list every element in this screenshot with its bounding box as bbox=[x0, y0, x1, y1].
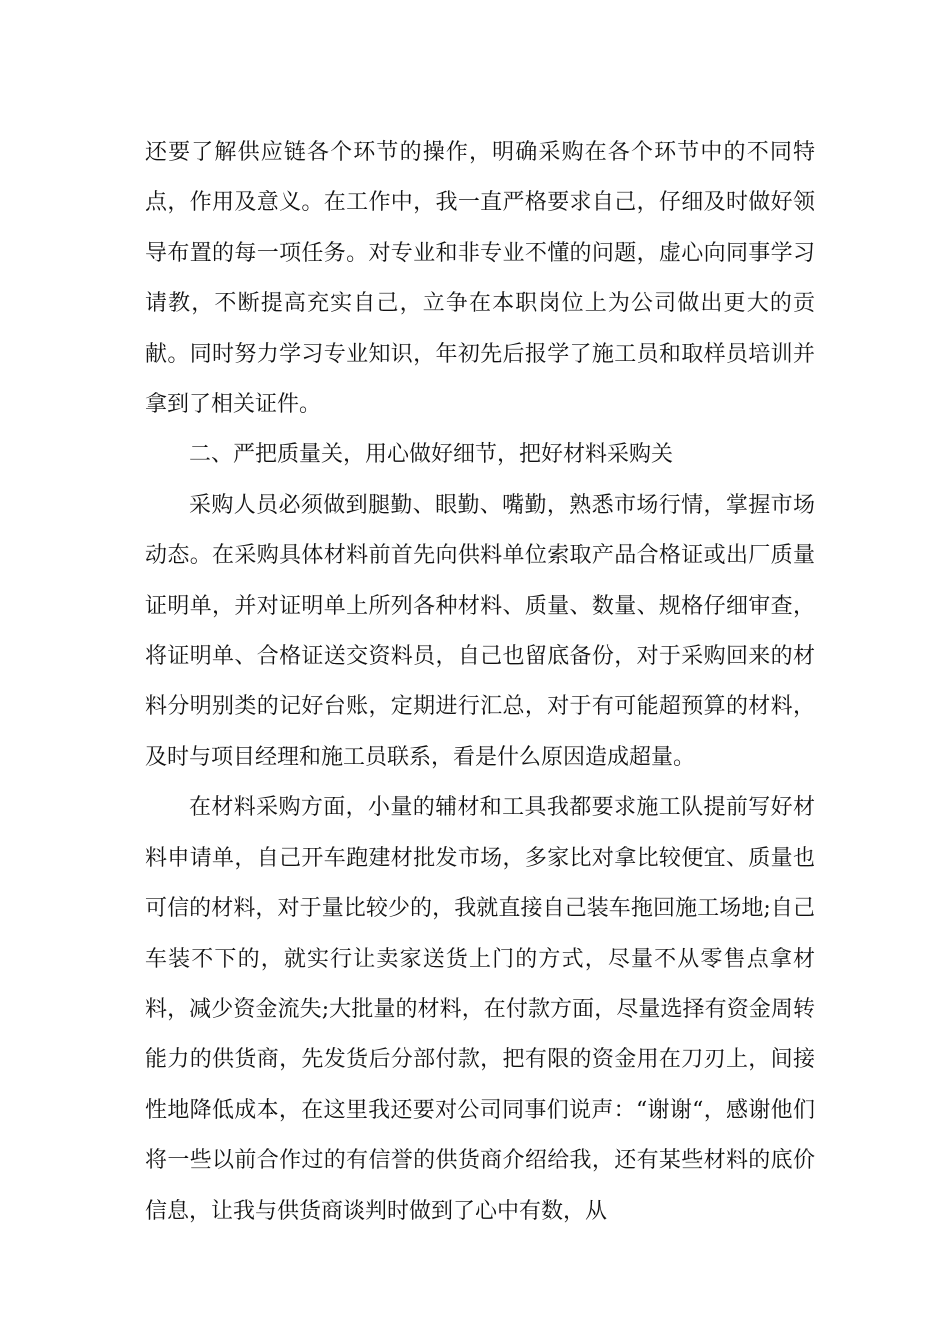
paragraph-continuation: 还要了解供应链各个环节的操作，明确采购在各个环节中的不同特点，作用及意义。在工作中，我一直严格要求自己，仔细及时做好领导布置的每一项任务。对专业和非专业不懂的问题，虚心向同事学习请教，不断提高充实自己，立争在本职岗位上为公司做出更大的贡献。同时努力学习专业知识，年初先后报学了施工员和取样员培训并拿到了相关证件。 bbox=[145, 140, 815, 418]
paragraph-procurement-quality: 采购人员必须做到腿勤、眼勤、嘴勤，熟悉市场行情，掌握市场动态。在采购具体材料前首先向供料单位索取产品合格证或出厂质量证明单，并对证明单上所列各种材料、质量、数量、规格仔细审查，将证明单、合格证送交资料员，自己也留底备份，对于采购回来的材料分明别类的记好台账，定期进行汇总，对于有可能超预算的材料，及时与项目经理和施工员联系，看是什么原因造成超量。 bbox=[145, 492, 815, 770]
document-body bbox=[145, 128, 815, 1237]
paragraph-material-purchasing: 在材料采购方面，小量的辅材和工具我都要求施工队提前写好材料申请单，自己开车跑建材批发市场，多家比对拿比较便宜、质量也可信的材料，对于量比较少的，我就直接自己装车拖回施工场地;自己车装不下的，就实行让卖家送货上门的方式，尽量不从零售点拿材料，减少资金流失;大批量的材料，在付款方面，尽量选择有资金周转能力的供货商，先发货后分部付款，把有限的资金用在刀刃上，间接性地降低成本，在这里我还要对公司同事们说声：“谢谢“，感谢他们将一些以前合作过的有信誉的供货商介绍给我，还有某些材料的底价信息，让我与供货商谈判时做到了心中有数，从 bbox=[145, 795, 815, 1224]
section-heading: 二、严把质量关，用心做好细节，把好材料采购关 bbox=[189, 442, 674, 468]
